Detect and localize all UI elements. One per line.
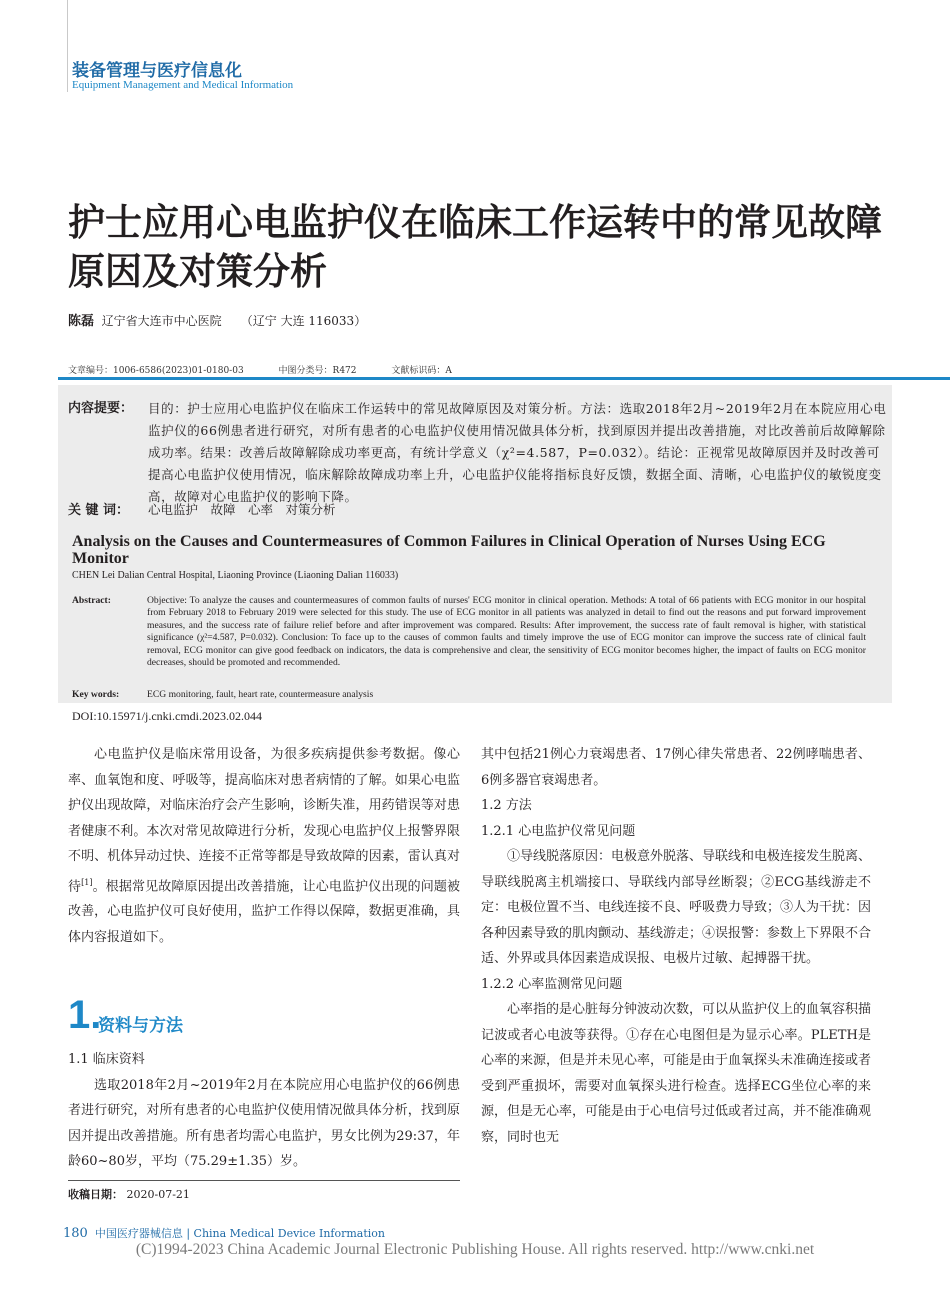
body-left-column-2	[68, 1047, 460, 1175]
author-affiliation: 辽宁省大连市中心医院	[101, 314, 222, 328]
divider	[58, 377, 950, 380]
author-line	[68, 310, 366, 329]
keywords-en	[72, 689, 373, 700]
right-paragraph-1: 其中包括21例心力衰竭患者、17例心律失常患者、22例哮喘患者、6例多器官衰竭患者。	[481, 747, 871, 788]
article-title: 护士应用心电监护仪在临床工作运转中的常见故障原因及对策分析	[68, 201, 882, 293]
keywords-zh-label: 关 键 词：	[68, 503, 130, 518]
subsection-1-1-text: 选取2018年2月~2019年2月在本院应用心电监护仪的66例患者进行研究，对所有患者的心电监护仪使用情况做具体分析，找到原因并提出改善措施。所有患者均需心电监护，男女比例为29:37，年龄60~80岁，平均（75.29±1.35）岁。	[68, 1077, 460, 1169]
subsection-1-1-title: 1.1 临床资料	[68, 1052, 145, 1067]
citation-ref: [1]	[81, 877, 93, 887]
page-number: 180	[63, 1226, 88, 1241]
received-label: 收稿日期：	[68, 1188, 123, 1201]
received-date: 2020-07-21	[126, 1188, 190, 1201]
clc-number: 中图分类号：R472	[278, 366, 357, 376]
subsection-1-2-1-text: ①导线脱落原因：电极意外脱落、导联线和电极连接发生脱离、导联线脱离主机端接口、导联线内部导丝断裂；②ECG基线游走不定：电极位置不当、电线连接不良、呼吸费力导致；③人为干扰：因各种因素导致的肌肉颤动、基线游走；④误报警：参数上下界限不合适、外界或具体因素造成误报、电极片过敏、起搏器干扰。	[481, 849, 872, 966]
author-location: （辽宁 大连 116033）	[240, 314, 367, 328]
section-number: 1.	[68, 993, 102, 1037]
body-left-column	[68, 742, 460, 950]
journal-name: 中国医疗器械信息 | China Medical Device Information	[94, 1227, 385, 1240]
document-code: 文献标识码：A	[391, 366, 452, 376]
header-rule	[67, 0, 68, 92]
subsection-1-2-1-title: 1.2.1 心电监护仪常见问题	[481, 823, 636, 839]
abstract-en-label: Abstract:	[72, 595, 111, 606]
section-title: 资料与方法	[98, 1016, 183, 1036]
received-date-line	[68, 1186, 190, 1202]
page-footer	[63, 1225, 385, 1241]
keywords-en-label: Key words:	[72, 689, 120, 700]
author-name: 陈磊	[68, 314, 95, 329]
title-en: Analysis on the Causes and Countermeasures of Common Failures in Clinical Operation of Nurses Using ECG Monitor	[72, 533, 826, 567]
article-number: 文章编号：1006-6586(2023)01-0180-03	[68, 366, 244, 376]
intro-text-b: 。根据常见故障原因提出改善措施，让心电监护仪出现的问题被改善，心电监护仪可良好使用，监护工作得以保障，数据更准确，具体内容报道如下。	[68, 878, 460, 945]
abstract-zh-label: 内容提要：	[68, 401, 134, 416]
author-en: CHEN Lei Dalian Central Hospital, Liaoning Province (Liaoning Dalian 116033)	[72, 570, 399, 581]
section-name-zh: 装备管理与医疗信息化	[72, 61, 242, 81]
subsection-1-2-2-title: 1.2.2 心率监测常见问题	[481, 976, 623, 992]
keywords-zh	[68, 499, 336, 518]
article-meta	[68, 363, 484, 376]
abstract-zh-text: 目的：护士应用心电监护仪在临床工作运转中的常见故障原因及对策分析。方法：选取2018年2月~2019年2月在本院应用心电监护仪的66例患者进行研究，对所有患者的心电监护仪使用情况做具体分析，找到原因并提出改善措施，对比改善前后故障解除成功率。结果：改善后故障解除成功率更高，有统计学意义（χ²=4.587，P=0.032）。结论：正视常见故障原因并及时改善可提高心电监护仪使用情况，临床解除故障成功率上升，心电监护仪能将指标良好反馈，数据全面、清晰，心电监护仪的敏锐度变高，故障对心电监护仪的影响下降。	[148, 401, 887, 504]
abstract-en-text: Objective: To analyze the causes and countermeasures of common faults of nurses' ECG monitor in clinical operation. Methods: A total of 66 patients with ECG monitor in our hospital from February 2018 to February 2019 were selected for this study. The use of ECG monitor in all patients was analyzed in detail to find out the reasons and put forward improvement measures, and the success rate of failure relief before and after improvement was compared. Results: After improvement, the success rate of fault removal is higher, with statistical significance (χ²=4.587, P=0.032). Conclusion: To face up to the causes of common faults and timely improve the use of ECG monitor can improve the success rate of clinical fault removal, ECG monitor can give good feedback on indicators, the data is comprehensive and clear, the sensitivity of ECG monitor becomes higher, the impact of faults on ECG monitor decreases, should be promoted and recommended.	[147, 595, 866, 669]
abstract-zh	[68, 398, 888, 508]
subsection-1-2-2-text: 心率指的是心脏每分钟波动次数，可以从监护仪上的血氧容积描记波或者心电波等获得。①存在心电图但是为显示心率。PLETH是心率的来源，但是并未见心率，可能是由于血氧探头未准确连接或者受到严重损坏，需要对血氧探头进行检查。选择ECG坐位心率的来源，但是无心率，可能是由于心电信号过低或者过高，并不能准确观察，同时也无	[481, 1002, 872, 1145]
intro-paragraph	[68, 742, 460, 950]
intro-text-a: 心电监护仪是临床常用设备，为很多疾病提供参考数据。像心率、血氧饱和度、呼吸等，提高临床对患者病情的了解。如果心电监护仪出现故障，对临床治疗会产生影响，诊断失准，用药错误等对患者健康不利。本次对常见故障进行分析，发现心电监护仪上报警界限不明、机体异动过快、连接不正常等都是导致故障的因素，雷认真对待	[68, 747, 460, 894]
abstract-en	[72, 595, 866, 669]
copyright-notice: (C)1994-2023 China Academic Journal Electronic Publishing House. All rights reserved. http://www.cnki.net	[135, 1241, 815, 1258]
section-name-en: Equipment Management and Medical Information	[72, 79, 294, 91]
received-rule	[68, 1180, 460, 1181]
keywords-zh-text: 心电监护 故障 心率 对策分析	[148, 502, 336, 517]
body-right-column	[481, 742, 871, 1150]
subsection-1-2-title: 1.2 方法	[481, 798, 532, 813]
keywords-en-text: ECG monitoring, fault, heart rate, countermeasure analysis	[147, 689, 374, 700]
doi: DOI:10.15971/j.cnki.cmdi.2023.02.044	[72, 709, 262, 723]
